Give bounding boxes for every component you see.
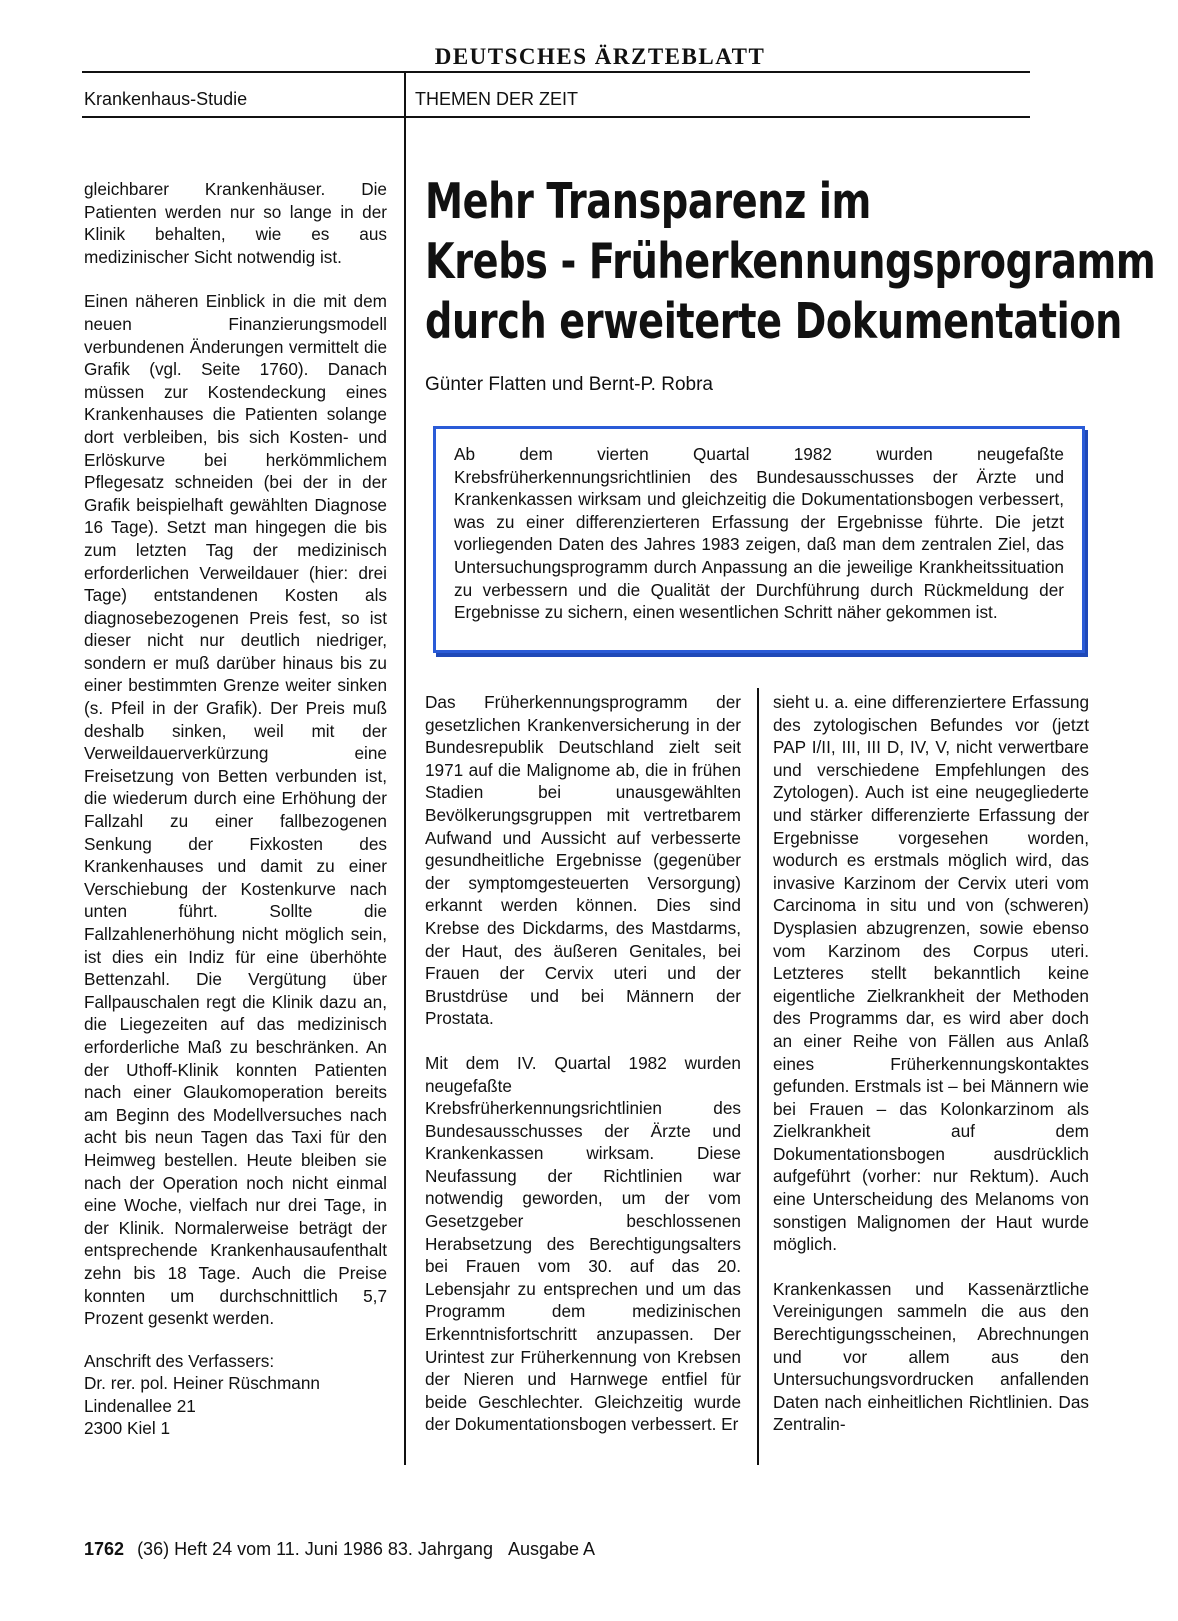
section-label-right: THEMEN DER ZEIT: [415, 89, 579, 109]
journal-masthead: DEUTSCHES ÄRZTEBLATT: [434, 44, 766, 69]
column-divider-main: [404, 71, 406, 1465]
right-paragraph-1: sieht u. a. eine differenziertere Erfassung des zytologischen Befundes vor (jetzt PAP I/II, III, III D, IV, V, nicht verwertbare und verschiedene Empfehlungen des Zytologen). Auch ist eine neugegliederte und stärker differenzierte Erfassung der Ergebnisse vorgesehen worden, wodurch es erstmals möglich wird, das invasive Karzinom der Cervix uteri vom Carcinoma in situ und von (schweren) Dysplasien abzugrenzen, sowie ebenso vom Karzinom des Corpus uteri. Letzteres stellt bekanntlich keine eigentliche Zielkrankheit der Methoden des Programms dar, es wird aber doch an einer Reihe von Fällen aus Anlaß eines Früherkennungskontaktes gefunden. Erstmals ist – bei Männern wie bei Frauen – das Kolonkarzinom als Zielkrankheit auf dem Dokumentationsbogen ausdrücklich aufgeführt (vorher: nur Rektum). Auch eine Unterscheidung des Melanoms von sonstigen Malignomen der Haut wurde möglich.: [773, 692, 1089, 1255]
article-title: [425, 172, 1156, 352]
abstract-text: Ab dem vierten Quartal 1982 wurden neugefaßte Krebsfrüherkennungsrichtlinien des Bundesausschusses der Ärzte und Krankenkassen wirksam und gleichzeitig die Dokumentationsbogen verbessert, was zu einer differenzierteren Erfassung der Ergebnisse führte. Die jetzt vorliegenden Daten des Jahres 1983 zeigen, daß man dem zentralen Ziel, das Untersuchungsprogramm durch Anpassung an die jeweilige Krankheitssituation zu verbessern und die Qualität der Durchführung durch Rückmeldung der Ergebnisse zu sichern, einen wesentlichen Schritt näher gekommen ist.: [454, 444, 1064, 623]
left-paragraph-1: gleichbarer Krankenhäuser. Die Patienten werden nur so lange in der Klinik behalten, wie es aus medizinischer Sicht notwendig ist.: [84, 179, 387, 267]
address-line-street: Lindenallee 21: [84, 1395, 196, 1416]
author-address: [84, 1350, 387, 1440]
page-footer: [84, 1538, 595, 1560]
column-divider-article: [757, 688, 759, 1465]
abstract-box: [433, 426, 1085, 653]
edition-info: Ausgabe A: [507, 1539, 596, 1559]
masthead-rule: [400, 71, 1030, 73]
left-column: [84, 178, 387, 1440]
article-authors: Günter Flatten und Bernt-P. Robra: [425, 374, 713, 395]
issue-info: (36) Heft 24 vom 11. Juni 1986 83. Jahrgang: [137, 1539, 493, 1559]
right-column: [773, 691, 1089, 1436]
middle-column: [425, 691, 741, 1436]
page-number: 1762: [84, 1539, 125, 1559]
left-paragraph-2: Einen näheren Einblick in die mit dem neuen Finanzierungsmodell verbundenen Änderungen vermittelt die Grafik (vgl. Seite 1760). Danach müssen zur Kostendeckung eines Krankenhauses die Patienten solange dort verbleiben, bis sich Kosten- und Erlöskurve bei herkömmlichem Pflegesatz schneiden (bei der in der Grafik beispielhaft gewählten Diagnose 16 Tage). Setzt man hingegen die bis zum letzten Tag der medizinisch erforderlichen Verweildauer (hier: drei Tage) entstandenen Kosten als diagnosebezogenen Preis fest, so ist dieser nicht nur deutlich niedriger, sondern er muß darüber hinaus bis zu einer bestimmten Grenze weiter sinken (s. Pfeil in der Grafik). Der Preis muß deshalb sinken, weil mit der Verweildauerverkürzung eine Freisetzung von Betten verbunden ist, die wiederum durch eine Erhöhung der Fallzahl zu einer fallbezogenen Senkung der Fixkosten des Krankenhauses und damit zu einer Verschiebung der Kostenkurve nach unten führt. Sollte die Fallzahlenerhöhung nicht möglich sein, ist dies ein Indiz für eine überhöhte Bettenzahl. Die Vergütung über Fallpauschalen regt die Klinik dazu an, die Liegezeiten auf das medizinisch erforderliche Maß zu beschränken. An der Uthoff-Klinik konnten Patienten nach einer Glaukomoperation bereits am Beginn des Modellversuches nach acht bis neun Tagen das Taxi für den Heimweg bestellen. Heute bleiben sie nach der Operation noch nicht einmal eine Woche, vielfach nur drei Tage, in der Klinik. Normalerweise beträgt der entsprechende Krankenhausaufenthalt zehn bis 18 Tage. Auch die Preise konnten um durchschnittlich 5,7 Prozent gesenkt werden.: [84, 291, 387, 1329]
right-paragraph-2: Krankenkassen und Kassenärztliche Vereinigungen sammeln die aus den Berechtigungsscheinen, Abrechnungen und vor allem aus den Untersuchungsvordrucken anfallenden Daten nach einheitlichen Richtlinien. Das Zentralin-: [773, 1278, 1089, 1435]
section-rule: [82, 116, 1030, 118]
header-rule-left: [82, 71, 400, 73]
address-label: Anschrift des Verfassers:: [84, 1350, 275, 1371]
middle-paragraph-2: Mit dem IV. Quartal 1982 wurden neugefaßte Krebsfrüherkennungsrichtlinien des Bundesausschusses der Ärzte und Krankenkassen wirksam. Diese Neufassung der Richtlinien war notwendig geworden, um der vom Gesetzgeber beschlossenen Herabsetzung des Berechtigungsalters bei Frauen vom 30. auf das 20. Lebensjahr zu entsprechen und um das Programm dem medizinischen Erkenntnisfortschritt anzupassen. Der Urintest zur Früherkennung von Krebsen der Nieren und Harnwege entfiel für beide Geschlechter. Gleichzeitig wurde der Dokumentationsbogen verbessert. Er: [425, 1052, 741, 1435]
title-line-2: Krebs - Früherkennungsprogramm: [425, 233, 1156, 290]
section-label-left: Krankenhaus-Studie: [84, 89, 248, 109]
address-line-city: 2300 Kiel 1: [84, 1418, 171, 1439]
address-line-name: Dr. rer. pol. Heiner Rüschmann: [84, 1373, 320, 1394]
title-line-3: durch erweiterte Dokumentation: [425, 293, 1123, 350]
title-line-1: Mehr Transparenz im: [425, 173, 871, 230]
middle-paragraph-1: Das Früherkennungsprogramm der gesetzlichen Krankenversicherung in der Bundesrepublik Deutschland zielt seit 1971 auf die Malignome ab, die in frühen Stadien bei unausgewählten Bevölkerungsgruppen mit vertretbarem Aufwand und Aussicht auf verbesserte gesundheitliche Ergebnisse (gegenüber der symptomgesteuerten Versorgung) erkannt werden können. Dies sind Krebse des Dickdarms, des Mastdarms, der Haut, des äußeren Genitales, bei Frauen der Cervix uteri und der Brustdrüse und bei Männern der Prostata.: [425, 692, 741, 1029]
